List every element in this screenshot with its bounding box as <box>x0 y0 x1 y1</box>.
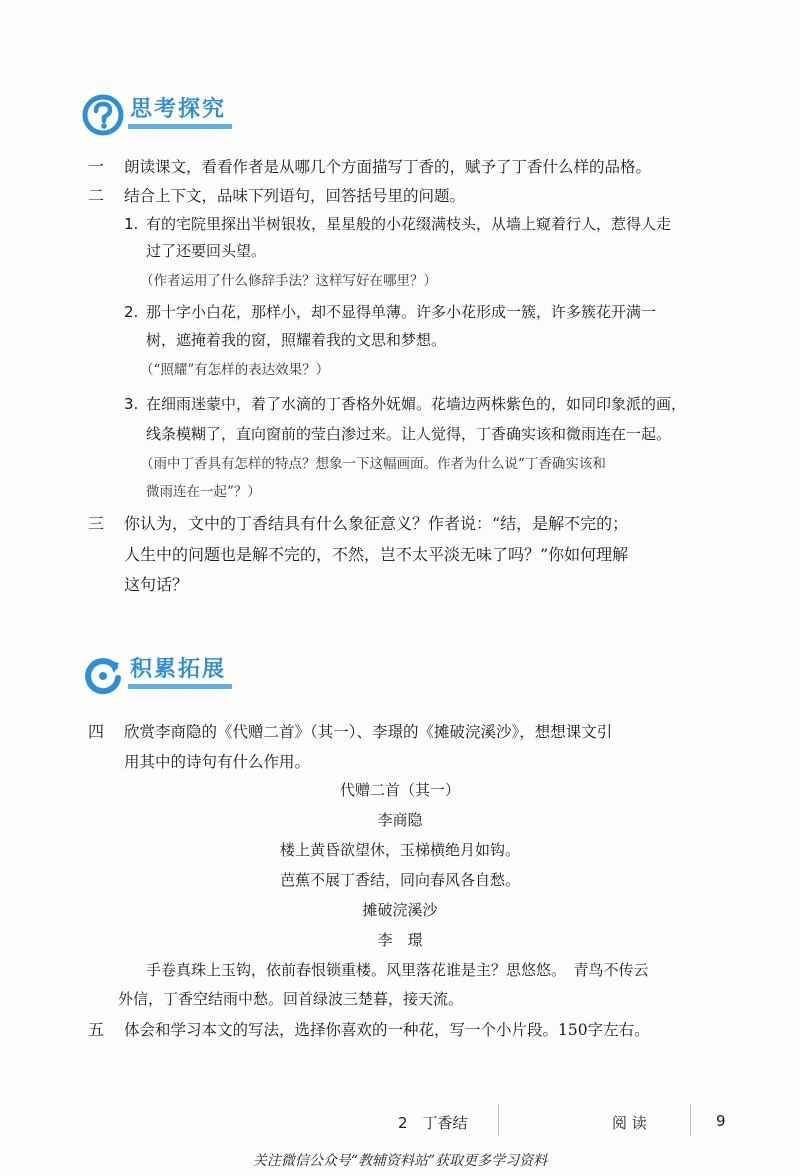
item-text: 树，遮掩着我的窗，照耀着我的文思和梦想。 <box>146 331 447 349</box>
question-text: 结合上下文，品味下列语句，回答括号里的问题。 <box>124 187 466 205</box>
poem-line: 外信，丁香空结雨中愁。回首绿波三楚暮，接天流。 <box>118 990 464 1008</box>
item-text: 有的宅院里探出半树银妆，星星般的小花缀满枝头，从墙上窥着行人，惹得人走 <box>146 215 672 233</box>
question-text: 人生中的问题也是解不完的，不然，岂不太平淡无味了吗？”你如何理解 <box>124 545 629 564</box>
poem-line: 芭蕉不展丁香结，同向春风各自愁。 <box>279 871 520 889</box>
footer-lesson: 2 丁香结 <box>398 1114 468 1132</box>
item-number: 1. <box>124 215 139 233</box>
question-circle-icon <box>82 94 124 136</box>
poem-line: 楼上黄昏欲望休，玉梯横绝月如钩。 <box>279 841 520 859</box>
section-header-accumulate <box>82 650 282 700</box>
footer-divider <box>690 1104 691 1136</box>
poem-title: 代赠二首（其一） <box>339 781 460 799</box>
question-number: 五 <box>88 1020 105 1039</box>
item-text: 过了还要回头望。 <box>146 242 267 260</box>
poem-line: 手卷真珠上玉钩，依前春恨锁重楼。风里落花谁是主？思悠悠。 青鸟不传云 <box>146 961 649 979</box>
section-underline <box>128 684 232 689</box>
question-text: 你认为，文中的丁香结具有什么象征意义？作者说：“结，是解不完的； <box>124 514 629 533</box>
item-text: 那十字小白花，那样小，却不显得单薄。许多小花形成一簇，许多簇花开满一 <box>146 303 657 321</box>
item-hint: 微雨连在一起”？） <box>146 484 261 500</box>
question-text: 朗读课文，看看作者是从哪几个方面描写丁香的，赋予了丁香什么样的品格。 <box>124 158 652 176</box>
section-underline <box>128 124 232 129</box>
footer-unit: 阅 读 <box>612 1114 647 1132</box>
section-title: 思考探究 <box>130 97 227 122</box>
item-number: 2. <box>124 303 139 321</box>
item-hint: （“照耀”有怎样的表达效果？） <box>140 362 330 378</box>
footer-divider <box>498 1104 499 1136</box>
question-text: 这句话？ <box>124 575 189 594</box>
question-number: 三 <box>88 514 105 533</box>
section-header-thinking <box>82 90 282 140</box>
item-text: 线条模糊了，直向窗前的莹白渗过来。让人觉得，丁香确实该和微雨连在一起。 <box>146 425 672 443</box>
question-number: 一 <box>88 157 105 176</box>
poem-title: 摊破浣溪沙 <box>362 901 438 919</box>
section-title: 积累拓展 <box>130 657 227 682</box>
question-text: 欣赏李商隐的《代赠二首》（其一）、李璟的《摊破浣溪沙》，想想课文引 <box>124 723 613 741</box>
question-number: 二 <box>88 186 105 205</box>
item-hint: （作者运用了什么修辞手法？这样写好在哪里？） <box>140 273 437 289</box>
refresh-arrow-icon <box>82 654 124 696</box>
item-number: 3. <box>124 395 139 413</box>
question-text: 用其中的诗句有什么作用。 <box>124 753 311 771</box>
item-hint: （雨中丁香具有怎样的特点？想象一下这幅画面。作者为什么说“丁香确实该和 <box>140 456 606 472</box>
question-number: 四 <box>88 722 105 741</box>
watermark-text: 关注微信公众号“教辅资料站”获取更多学习资料 <box>252 1153 548 1169</box>
item-text: 在细雨迷蒙中，着了水滴的丁香格外妩媚。花墙边两株紫色的，如同印象派的画， <box>146 395 687 413</box>
page-number: 9 <box>716 1112 726 1130</box>
question-text: 体会和学习本文的写法，选择你喜欢的一种花，写一个小片段。150字左右。 <box>124 1021 650 1039</box>
poem-author: 李 璟 <box>377 931 423 949</box>
poem-author: 李商隐 <box>377 811 423 829</box>
